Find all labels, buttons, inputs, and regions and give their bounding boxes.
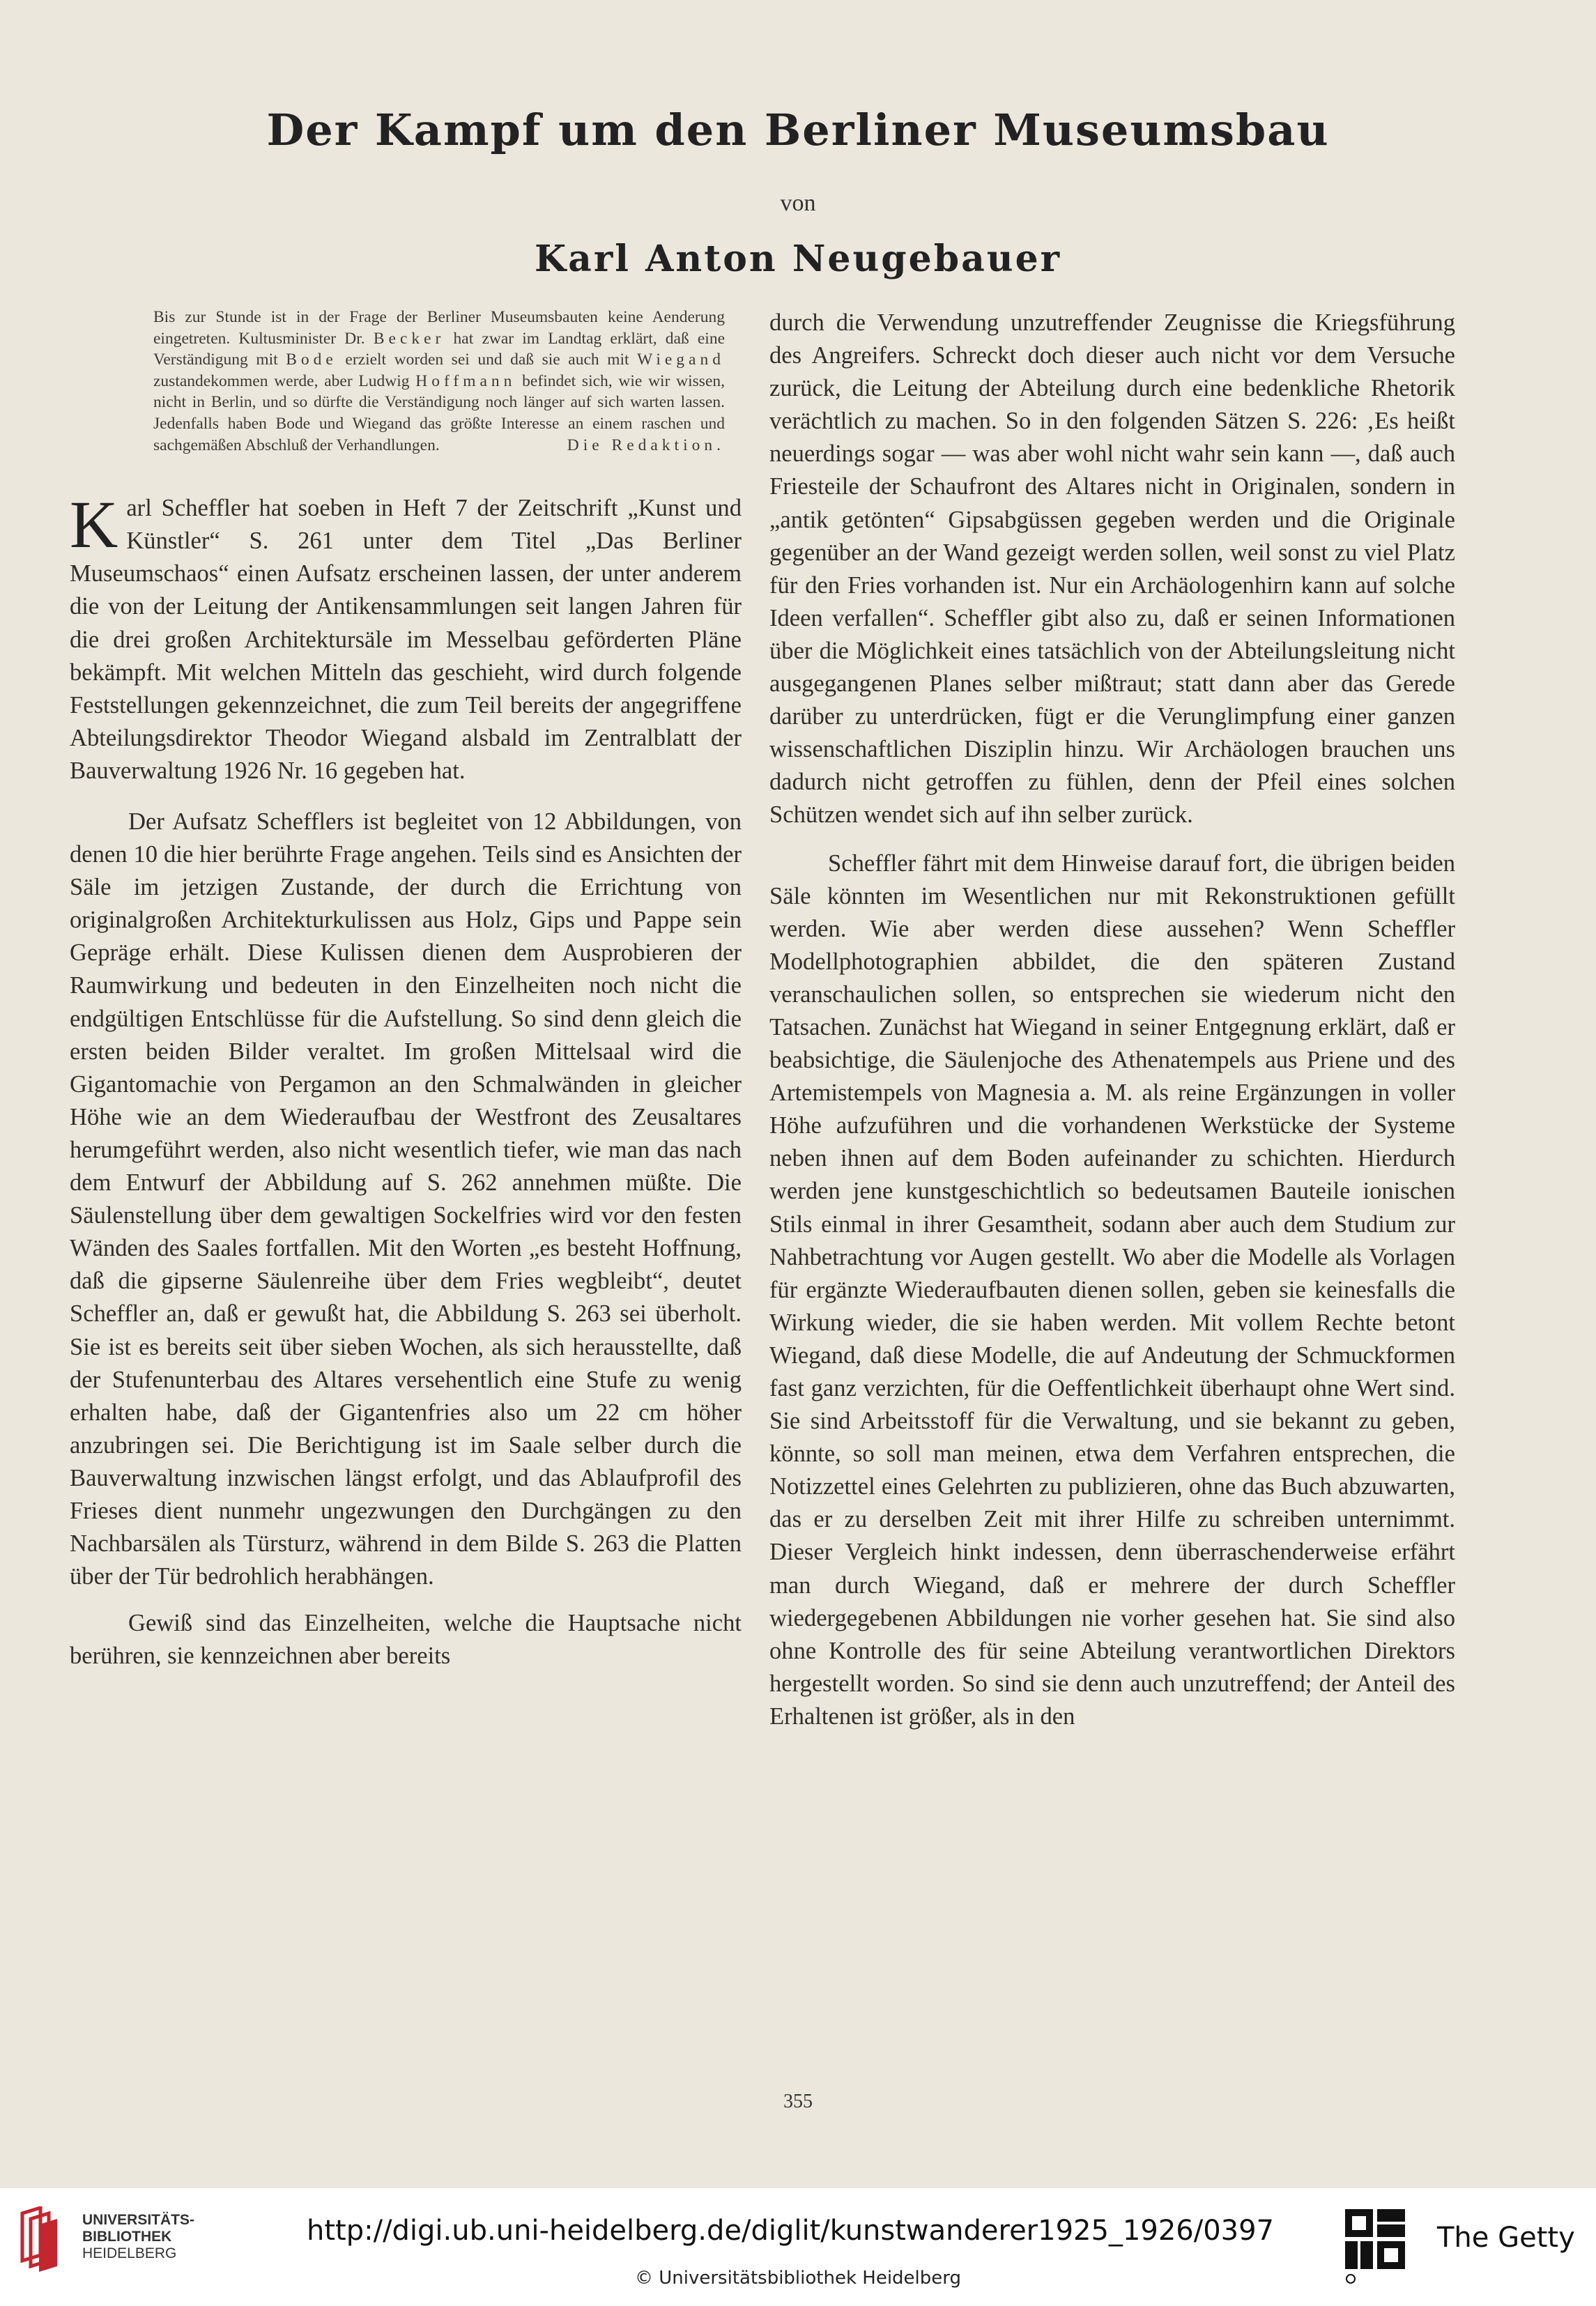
- note-text: erzielt worden sei und daß sie auch mit: [337, 351, 638, 369]
- note-signature: Die Redaktion.: [567, 436, 725, 454]
- drop-cap: K: [70, 487, 118, 562]
- article-title: Der Kampf um den Berliner Museumsbau: [266, 105, 1330, 155]
- article-header: [0, 105, 1596, 280]
- permalink-url[interactable]: http://digi.ub.uni-heidelberg.de/diglit/kunstwanderer1925_1926/0397: [307, 2215, 1274, 2247]
- paragraph: Gewiß sind das Einzelheiten, welche die Hauptsache nicht berühren, sie kennzeichnen aber bereits: [70, 1610, 742, 1670]
- getty-logo-icon: [1345, 2209, 1408, 2286]
- ub-name-line: UNIVERSITÄTS-: [82, 2212, 195, 2228]
- note-text: hat zwar im Landtag erklärt, daß eine Verständigung mit: [153, 329, 726, 369]
- note-text: Bis zur Stunde ist in der Frage der Berliner Museumsbauten keine Aenderung eingetreten. Kultusminister Dr.: [153, 308, 725, 348]
- note-name-wiegand: Wiegand: [637, 351, 725, 369]
- ub-name-line: BIBLIOTHEK: [82, 2229, 172, 2245]
- paragraph: Der Aufsatz Schefflers ist begleitet von 12 Abbildungen, von denen 10 die hier berührte Frage angehen. Teils sind es Ansichten der Säle im jetzigen Zustande, der durch die Errichtung von originalgroßen Architekturkulissen aus Holz, Gips und Pappe sein Gepräge erhält. Diese Kulissen dienen dem Ausprobieren der Raumwirkung und bedeuten in den Einzelheiten noch nicht die endgültigen Entschlüsse für die Aufstellung. So sind denn gleich die ersten beiden Bilder veraltet. Im großen Mittelsaal wird die Gigantomachie von Pergamon an den Schmalwänden in gleicher Höhe wie an dem Wiederaufbau der Westfront des Zeusaltares herumgeführt werden, also nicht wesentlich tiefer, wie man das nach dem Entwurf der Abbildung auf S. 262 annehmen müßte. Die Säulenstellung über dem gewaltigen Sockelfries wird vor den festen Wänden des Saales fortfallen. Mit den Worten „es besteht Hoffnung, daß die gipserne Säulenreihe über dem Fries wegbleibt“, deutet Scheffler an, daß er gewußt hat, die Abbildung S. 263 sei überholt. Sie ist es bereits seit über sieben Wochen, als sich herausstellte, daß der Stufenunterbau des Altares versehentlich eine Stufe zu wenig erhalten habe, daß der Gigantenfries also um 22 cm höher anzubringen sei. Die Berichtigung ist im Saale selber durch die Bauverwaltung inzwischen längst erfolgt, und das Ablaufprofil des Frieses dient nunmehr ungezwungen den Durchgängen zu den Nachbarsälen als Türsturz, während in dem Bilde S. 263 die Platten über der Tür bedrohlich herabhängen.: [70, 808, 742, 1590]
- ub-name-line: HEIDELBERG: [82, 2245, 177, 2261]
- getty-name: The Getty: [1437, 2222, 1575, 2254]
- viewer-footer: [0, 2188, 1596, 2306]
- left-column: [70, 307, 742, 1673]
- copyright-text: © Universitätsbibliothek Heidelberg: [634, 2268, 961, 2289]
- paragraph: durch die Verwendung unzutreffender Zeugnisse die Kriegsführung des Angreifers. Schreckt doch dieser auch nicht vor dem Versuche zurück, die Leitung der Abteilung durch eine bedenkliche Rhetorik verächtlich zu machen. So in den folgenden Sätzen S. 226: ‚Es heißt neuerdings sogar — was aber wohl nicht wahr sein kann —, daß auch Friesteile der Schaufront des Altares nicht in Originalen, sondern in „antik getönten“ Gipsabgüssen gegeben werden und die Originale gegenüber an der Wand gezeigt werden sollen, weil sonst zu viel Platz für den Fries vorhanden ist. Nur ein Archäologenhirn kann auf solche Ideen verfallen“. Scheffler gibt also zu, daß er seinen Informationen über die Möglichkeit eines tatsächlich von der Abteilungsleitung nicht ausgegangenen Planes selber mißtraut; statt dann aber das Gerede darüber zu unterdrücken, fügt er die Verunglimpfung einer ganzen wissenschaftlichen Disziplin hinzu. Wir Archäologen brauchen uns dadurch nicht getroffen zu fühlen, denn der Pfeil eines solchen Schützen wendet sich auf ihn selber zurück.: [769, 309, 1455, 829]
- paragraph: [70, 487, 742, 787]
- note-text: befindet sich, wie wir wissen, nicht in Berlin, und so dürfte die Verständigung noch länger auf sich warten lassen. Jedenfalls haben Bode und Wiegand das größte Interesse an einem raschen und sachgemäßen Abschluß der Verhandlungen.: [153, 371, 725, 454]
- paragraph: Scheffler fährt mit dem Hinweise darauf fort, die übrigen beiden Säle könnten im Wesentlichen nur mit Rekonstruktionen gefüllt werden. Wie aber werden diese aussehen? Wenn Scheffler Modellphotographien abbildet, die den späteren Zustand veranschaulichen sollen, so entsprechen sie wiederum nicht den Tatsachen. Zunächst hat Wiegand in seiner Entgegnung erklärt, daß er beabsichtige, die Säulenjoche des Athenatempels aus Priene und des Artemistempels von Magnesia a. M. als reine Ergänzungen in voller Höhe aufzuführen und die vorhandenen Werkstücke der Systeme neben ihnen auf dem Boden aufeinander zu schichten. Hierdurch werden jene kunstgeschichtlich so bedeutsamen Bauteile ionischen Stils einmal in ihrer Gesamtheit, sodann aber auch dem Studium zur Nahbetrachtung vor Augen gestellt. Wo aber die Modelle als Vorlagen für ergänzte Wiederaufbauten dienen sollen, geben sie keinesfalls die Wirkung wieder, die sie haben werden. Mit vollem Rechte betont Wiegand, daß diese Modelle, die auf Andeutung der Schmuckformen fast ganz verzichten, für die Oeffentlichkeit überhaupt ohne Wert sind. Sie sind Arbeitsstoff für die Verwaltung, und sie bekannt zu geben, könnte, so soll man meinen, etwa dem Verfahren entsprechen, die Notizzettel eines Gelehrten zu publizieren, ohne das Buch abzuwarten, das er zu derselben Zeit mit ihrer Hilfe zu schreiben unternimmt. Dieser Vergleich hinkt indessen, denn überraschenderweise erfährt man durch Wiegand, daß er mehrere der durch Scheffler wiedergegebenen Abbildungen nie vorher gesehen hat. Sie sind also ohne Kontrolle des für seine Abteilung verantwortlichen Direktors hergestellt worden. So sind sie denn auch unzutreffend; der Anteil des Erhaltenen ist größer, als in den: [769, 850, 1455, 1730]
- ub-heidelberg-logo-icon: [17, 2206, 70, 2273]
- note-text: zustandekommen werde, aber Ludwig: [153, 371, 416, 390]
- page-number: 355: [783, 2091, 813, 2112]
- article-author: Karl Anton Neugebauer: [534, 238, 1062, 280]
- byline-von: von: [780, 190, 816, 216]
- ub-heidelberg-name: [82, 2212, 194, 2262]
- note-name-bode: Bode: [286, 351, 337, 369]
- note-name-becker: Becker: [373, 329, 445, 348]
- editorial-note: [153, 307, 725, 456]
- right-column: [769, 307, 1455, 1733]
- paragraph-text: arl Scheffler hat soeben in Heft 7 der Zeitschrift „Kunst und Künstler“ S. 261 unter dem Titel „Das Berliner Museumschaos“ einen Aufsatz erscheinen lassen, der unter anderem die von der Leitung der Antikensammlungen seit langen Jahren für die drei großen Architektursäle im Messelbau geförderten Pläne bekämpft. Mit welchen Mitteln das geschieht, wird durch folgende Feststellungen gekennzeichnet, die zum Teil bereits der angegriffene Abteilungsdirektor Theodor Wiegand alsbald im Zentralblatt der Bauverwaltung 1926 Nr. 16 gegeben hat.: [70, 495, 742, 784]
- note-name-hoffmann: Hoffmann: [415, 371, 516, 390]
